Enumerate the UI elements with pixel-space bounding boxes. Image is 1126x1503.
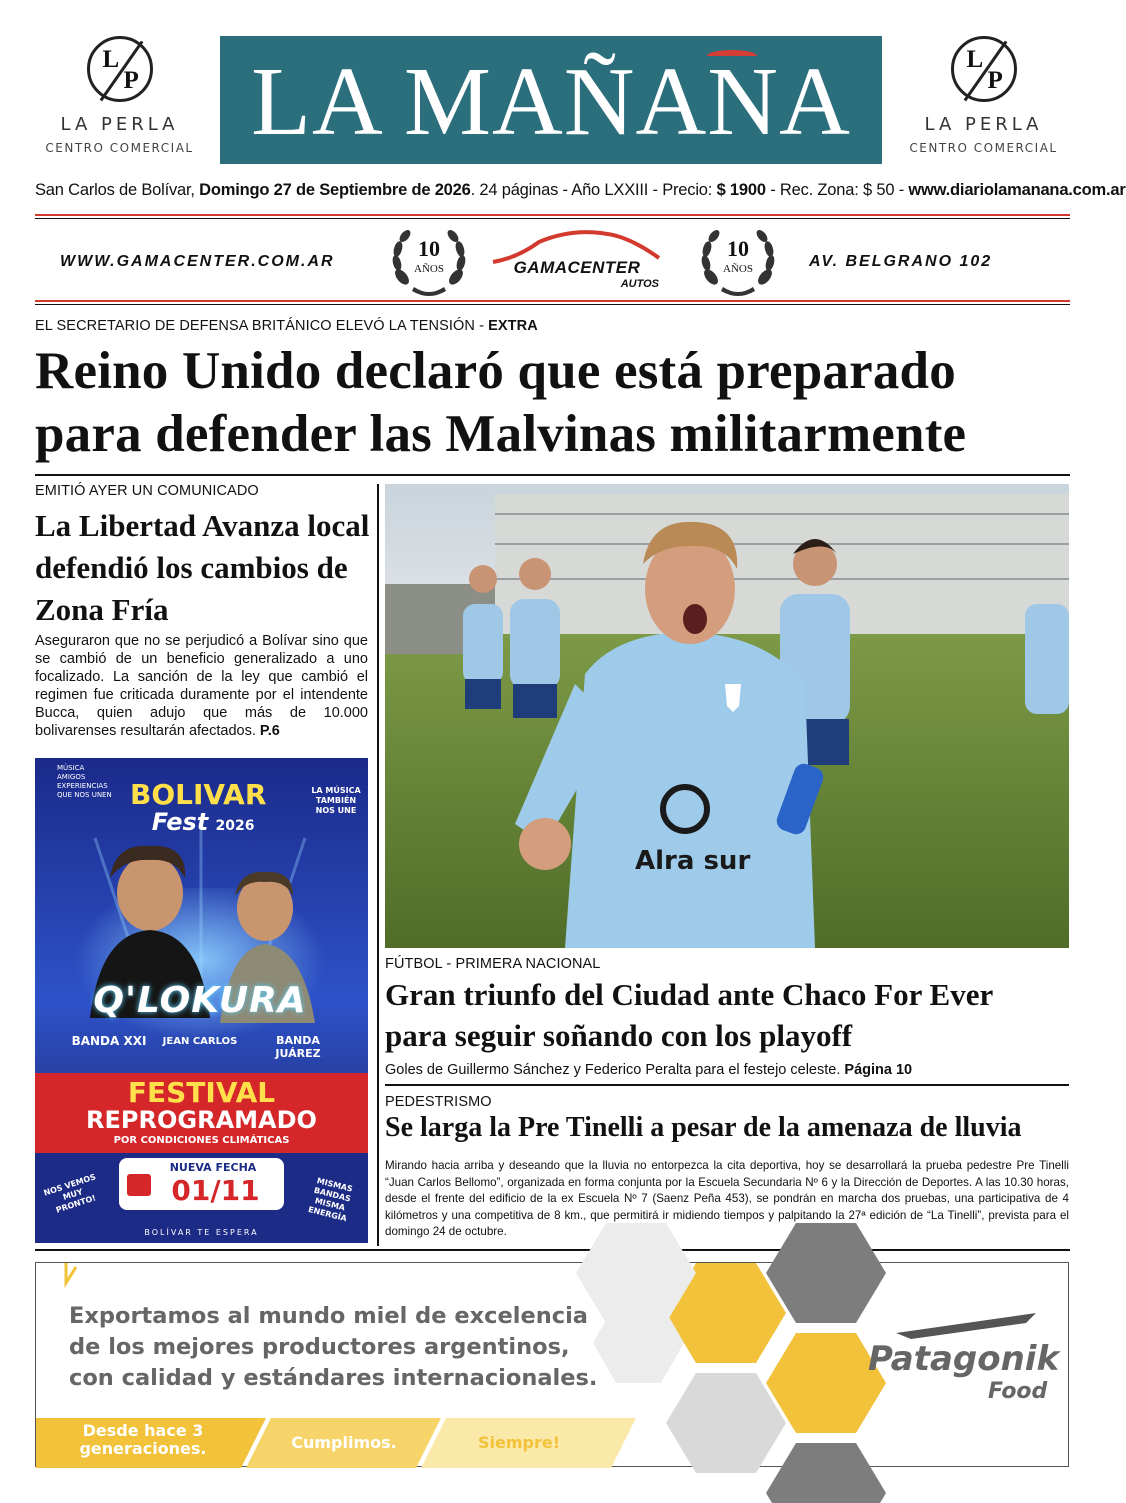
main-kicker-tag: EXTRA [488,318,538,334]
fest-new-date: 01/11 [171,1174,260,1207]
fest-reprogramado: REPROGRAMADO [86,1106,317,1134]
honey-line: de los mejores productores argentinos, [69,1334,570,1360]
badge-number: 10 [727,236,749,261]
main-kicker-text: EL SECRETARIO DE DEFENSA BRITÁNICO ELEVÓ LA TENSIÓN - [35,318,489,334]
dateline-rec: - Rec. Zona: $ 50 - [765,181,909,199]
lp-letter-p: P [987,67,1003,94]
column-divider [377,484,379,1246]
lp-monogram-icon [87,36,153,102]
fest-bottom-left: NOS VEMOS MUY PRONTO! [42,1172,98,1215]
bolivar-fest-ad[interactable] [35,758,368,1243]
fest-title: BOLIVAR [130,778,267,811]
ped-kicker: PEDESTRISMO [385,1094,492,1110]
left-body [35,632,368,740]
fest-subtitle: Fest [151,808,209,836]
fest-banda-right: BANDA JUÁREZ [275,1034,321,1060]
main-kicker [35,318,538,334]
sports-kicker: FÚTBOL - PRIMERA NACIONAL [385,956,601,972]
left-body-text: Aseguraron que no se perjudicó a Bolívar sino que se cambió de un beneficio generalizado a uno focalizado. La sanción de la ley que cambió el regimen fue criticada duramente por el intendente Bucca, quien adujo que más de 10.000 bolivarenses resultarán afectados. [35,633,368,739]
lp-subtitle: CENTRO COMERCIAL [45,141,194,155]
football-photo[interactable] [385,484,1069,948]
patagonik-ad[interactable] [35,1262,1069,1467]
dateline-pages: . 24 páginas - Año LXXIII - Precio: [470,181,717,199]
left-page-ref: P.6 [259,723,280,739]
honey-strip [36,1418,636,1468]
gamacenter-address: AV. BELGRANO 102 [809,253,993,270]
lp-name: LA PERLA [60,114,179,135]
main-headline[interactable] [35,340,1075,466]
main-headline-line: Reino Unido declaró que está preparado [35,342,956,400]
dateline-place: San Carlos de Bolívar, [35,181,200,199]
gamacenter-brand: GAMACENTER [513,258,641,277]
dateline-site[interactable]: www.diariolamanana.com.ar [908,181,1126,199]
sports-headline-line: para seguir soñando con los playoff [385,1018,853,1053]
fest-footer: BOLÍVAR TE ESPERA [144,1228,259,1237]
fest-band: Q'LOKURA [93,980,307,1021]
gamacenter-url[interactable]: WWW.GAMACENTER.COM.AR [60,253,335,270]
dateline-date: Domingo 27 de Septiembre de 2026 [199,181,471,199]
players-celebration-image [385,484,1069,948]
sports-page-ref: Página 10 [844,1062,913,1078]
sports-sub-text: Goles de Guillermo Sánchez y Federico Peralta para el festejo celeste. [385,1062,845,1078]
divider-black [35,474,1070,476]
left-headline[interactable]: La Libertad Avanza local defendió los cambios de Zona Fría [35,508,370,627]
divider-red [35,214,1070,216]
ped-body: Mirando hacia arriba y deseando que la lluvia no entorpezca la cita deportiva, hoy se desarrollará la prueba pedestre Pre Tinelli “Juan Carlos Bellomo”, organizada en forma conjunta por la Escuela Secundaria Nº 6 y la Dirección de Deportes. A las 10.30 horas, desde el frente del edificio de la ex Escuela Nº 7 (Saenz Peña 453), se pondrán en marcha dos pruebas, una participativa de 4 kilómetros y una competitiva de 8 km., que permitirá ir midiendo tiempos y palpitando la 27ª edición de “La Tinelli”, prevista para el domingo 24 de octubre. [385,1159,1069,1238]
divider-red [35,300,1070,302]
badge-number: 10 [418,236,440,261]
fest-festival: FESTIVAL [127,1076,276,1109]
honey-strip-2: Cumplimos. [291,1433,397,1452]
honey-line: con calidad y estándares internacionales. [69,1365,598,1391]
ten-years-badge-right [697,225,779,299]
sports-sub [385,1062,912,1078]
honey-strip-3: Siempre! [477,1433,561,1452]
lp-subtitle: CENTRO COMERCIAL [909,141,1058,155]
lp-monogram-icon [951,36,1017,102]
gamacenter-logo [487,228,667,294]
fest-reason: POR CONDICIONES CLIMÁTICAS [113,1135,290,1146]
fest-year: 2026 [215,818,255,834]
lp-name: LA PERLA [924,114,1043,135]
patagonik-brand: Patagonik [868,1339,1060,1379]
lp-letter-l: L [102,46,120,73]
honey-line: Exportamos al mundo miel de excelencia [69,1303,588,1329]
ten-years-badge-left [388,225,470,299]
lp-letter-p: P [123,67,139,94]
divider-black [385,1084,1069,1086]
sports-headline[interactable] [385,974,1075,1056]
honey-copy [69,1301,629,1394]
badge-years: AÑOS [723,263,753,275]
fest-new-date-label: NUEVA FECHA [169,1161,257,1174]
la-perla-logo-right [896,36,1071,155]
shirt-sponsor-text: Alra sur [635,846,751,876]
fest-bottom-right: MISMAS BANDAS MISMA ENERGÍA [307,1176,354,1224]
divider-black [35,218,1070,219]
honey-strip-1: Desde hace 3 generaciones. [79,1421,207,1458]
masthead [220,36,882,164]
patagonik-brand-sub: Food [988,1379,1048,1404]
dateline [35,181,1126,200]
masthead-title: LA MAÑANA [251,48,851,156]
badge-years: AÑOS [414,263,444,275]
la-perla-logo-left [32,36,207,155]
dateline-price: $ 1900 [716,181,766,199]
divider-black [35,1249,1070,1251]
fest-banda-left: BANDA XXI [71,1034,147,1048]
divider-black [35,304,1070,305]
ped-headline[interactable]: Se larga la Pre Tinelli a pesar de la amenaza de lluvia [385,1112,1022,1143]
left-kicker: EMITIÓ AYER UN COMUNICADO [35,483,259,499]
fest-banda-mid: JEAN CARLOS [162,1036,238,1047]
lp-letter-l: L [966,46,984,73]
gamacenter-brand-sub: AUTOS [620,278,659,290]
fest-corner-text: MÚSICA AMIGOS EXPERIENCIAS QUE NOS UNEN [57,764,112,799]
fest-right-tag: LA MÚSICA TAMBIÉN NOS UNE [311,786,361,815]
sports-headline-line: Gran triunfo del Ciudad ante Chaco For Ever [385,977,994,1012]
main-headline-line: para defender las Malvinas militarmente [35,405,967,463]
